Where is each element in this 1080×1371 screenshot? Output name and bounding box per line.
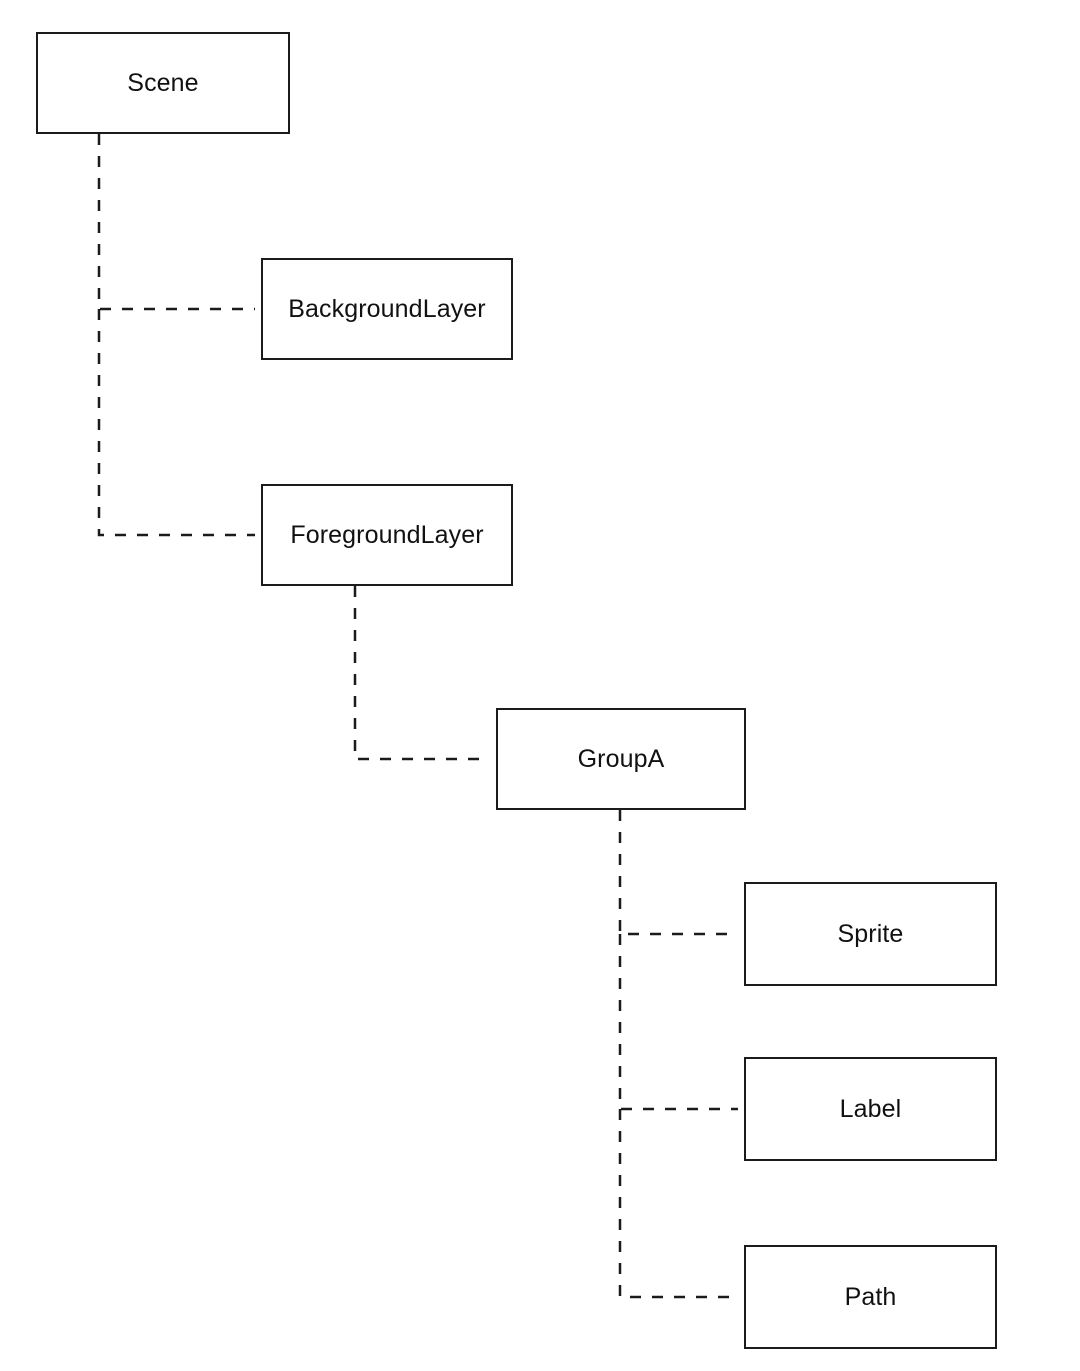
node-sprite-label: Sprite	[837, 919, 904, 948]
edge-scene-backgroundlayer	[99, 134, 255, 309]
node-scene[interactable]	[36, 32, 290, 134]
node-foregroundlayer-label: ForegroundLayer	[290, 520, 484, 549]
node-path-label: Path	[844, 1282, 897, 1311]
edge-groupa-path	[620, 1109, 738, 1297]
node-foregroundlayer[interactable]	[261, 484, 513, 586]
node-label-label: Label	[839, 1094, 902, 1123]
node-groupa-label: GroupA	[577, 744, 665, 773]
edge-groupa-sprite	[620, 810, 738, 934]
edge-foregroundlayer-groupa	[355, 586, 490, 759]
edge-scene-foregroundlayer	[99, 309, 255, 535]
node-path[interactable]	[744, 1245, 997, 1349]
node-label[interactable]	[744, 1057, 997, 1161]
node-sprite[interactable]	[744, 882, 997, 986]
node-scene-label: Scene	[127, 68, 199, 97]
node-backgroundlayer-label: BackgroundLayer	[288, 294, 486, 323]
node-groupa[interactable]	[496, 708, 746, 810]
edge-groupa-label	[620, 934, 738, 1109]
node-backgroundlayer[interactable]	[261, 258, 513, 360]
